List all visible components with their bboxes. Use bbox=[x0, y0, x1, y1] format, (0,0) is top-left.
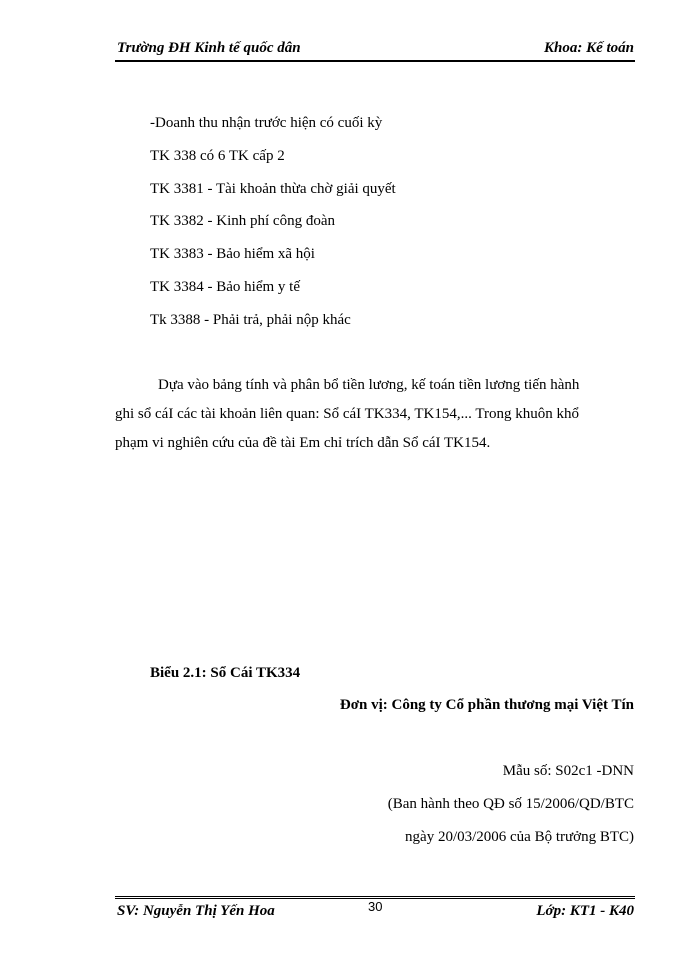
figure-caption: Biểu 2.1: Sổ Cái TK334 bbox=[150, 665, 301, 681]
line-tk3382: TK 3382 - Kinh phí công đoàn bbox=[150, 213, 335, 229]
line-tk3388: Tk 3388 - Phải trả, phải nộp khác bbox=[150, 312, 351, 328]
footer-class: Lớp: KT1 - K40 bbox=[536, 903, 634, 919]
header-school: Trường ĐH Kinh tế quốc dân bbox=[117, 40, 301, 56]
line-tk3381: TK 3381 - Tài khoản thừa chờ giải quyết bbox=[150, 181, 396, 197]
paragraph-line-2: ghi sổ cáI các tài khoản liên quan: Sổ cáI TK334, TK154,... Trong khuôn khổ bbox=[115, 406, 579, 422]
company-unit: Đơn vị: Công ty Cổ phần thương mại Việt Tín bbox=[339, 697, 634, 713]
footer-student: SV: Nguyễn Thị Yến Hoa bbox=[117, 903, 275, 919]
header-rule bbox=[115, 60, 635, 62]
paragraph-line-3: phạm vi nghiên cứu của đề tài Em chỉ trích dẫn Sổ cáI TK154. bbox=[115, 435, 491, 451]
header-faculty: Khoa: Kế toán bbox=[543, 40, 634, 56]
form-number: Mẫu số: S02c1 -DNN bbox=[502, 763, 634, 779]
paragraph-line-1: Dựa vào bảng tính và phân bổ tiền lương, kế toán tiền lương tiến hành bbox=[158, 377, 580, 393]
page-number: 30 bbox=[368, 899, 383, 914]
decree-reference: (Ban hành theo QĐ số 15/2006/QD/BTC bbox=[387, 796, 634, 812]
line-tk3384: TK 3384 - Bảo hiểm y tế bbox=[150, 279, 300, 295]
line-tk338: TK 338 có 6 TK cấp 2 bbox=[150, 148, 285, 164]
decree-date: ngày 20/03/2006 của Bộ trưởng BTC) bbox=[405, 829, 634, 845]
line-deferred-revenue: -Doanh thu nhận trước hiện có cuối kỳ bbox=[150, 115, 383, 131]
line-tk3383: TK 3383 - Bảo hiểm xã hội bbox=[150, 246, 315, 262]
